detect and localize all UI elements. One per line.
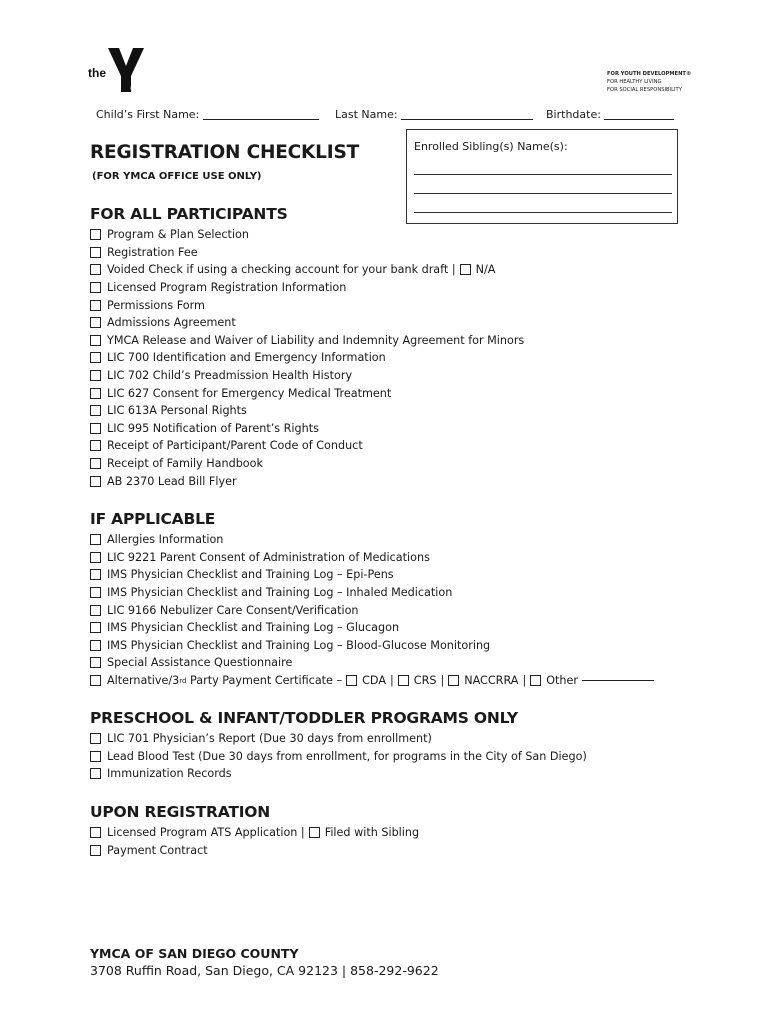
item-label: LIC 700 Identification and Emergency Information: [107, 351, 386, 365]
item-label: IMS Physician Checklist and Training Log – Epi-Pens: [107, 568, 394, 582]
checkbox[interactable]: [90, 569, 101, 580]
checkbox[interactable]: [90, 317, 101, 328]
section-if-applicable: [90, 510, 690, 689]
checkbox[interactable]: [90, 458, 101, 469]
item-label: IMS Physician Checklist and Training Log – Inhaled Medication: [107, 586, 453, 600]
checkbox[interactable]: [90, 605, 101, 616]
item-label: Receipt of Participant/Parent Code of Conduct: [107, 439, 363, 453]
checklist-item: [90, 531, 690, 549]
logo-word: the: [88, 66, 106, 80]
payment-sup: rd: [179, 676, 187, 685]
last-name-label: Last Name:: [335, 108, 398, 121]
item-label: LIC 9221 Parent Consent of Administration of Medications: [107, 550, 430, 564]
item-label: LIC 702 Child’s Preadmission Health History: [107, 369, 353, 383]
item-label: LIC 627 Consent for Emergency Medical Treatment: [107, 386, 392, 400]
page-title: REGISTRATION CHECKLIST: [90, 142, 359, 163]
checkbox[interactable]: [90, 423, 101, 434]
naccrra-label: NACCRRA: [464, 674, 519, 688]
checklist-item: [90, 420, 690, 438]
checkbox[interactable]: [90, 751, 101, 762]
item-label: Permissions Form: [107, 298, 205, 312]
section-heading: FOR ALL PARTICIPANTS: [90, 205, 288, 223]
section-heading: PRESCHOOL & INFANT/TODDLER PROGRAMS ONLY: [90, 709, 518, 727]
na-checkbox[interactable]: [460, 264, 471, 275]
item-label: Registration Fee: [107, 245, 198, 259]
checklist-item: [90, 402, 690, 420]
checklist-item: [90, 244, 690, 262]
checklist-item: [90, 279, 690, 297]
checkbox[interactable]: [90, 675, 101, 686]
footer: [90, 946, 439, 978]
checkbox[interactable]: [90, 640, 101, 651]
checkbox[interactable]: [90, 552, 101, 563]
birthdate-line[interactable]: [604, 119, 674, 120]
birthdate-field[interactable]: [546, 108, 674, 121]
checkbox[interactable]: [90, 622, 101, 633]
birthdate-label: Birthdate:: [546, 108, 601, 121]
checklist-item: [90, 654, 690, 672]
item-label: LIC 613A Personal Rights: [107, 404, 247, 418]
item-label: IMS Physician Checklist and Training Log – Glucagon: [107, 621, 400, 635]
checkbox[interactable]: [90, 534, 101, 545]
checkbox[interactable]: [90, 476, 101, 487]
section-all-participants: [90, 205, 690, 490]
checkbox[interactable]: [90, 388, 101, 399]
checklist-item: [90, 730, 690, 748]
checkbox[interactable]: [90, 300, 101, 311]
item-label: Program & Plan Selection: [107, 228, 249, 242]
first-name-field[interactable]: [96, 108, 319, 121]
checklist-item: [90, 314, 690, 332]
checklist-item: [90, 455, 690, 473]
page-subtitle: (FOR YMCA OFFICE USE ONLY): [92, 171, 262, 182]
item-label: Special Assistance Questionnaire: [107, 656, 293, 670]
checkbox[interactable]: [90, 768, 101, 779]
checklist-item: [90, 637, 690, 655]
other-blank-line[interactable]: [582, 680, 654, 681]
checklist-item: [90, 748, 690, 766]
item-label: YMCA Release and Waiver of Liability and Indemnity Agreement for Minors: [107, 333, 525, 347]
crs-label: CRS: [413, 674, 437, 688]
sibling-line[interactable]: [414, 174, 672, 175]
item-label: IMS Physician Checklist and Training Log – Blood-Glucose Monitoring: [107, 638, 491, 652]
checkbox[interactable]: [90, 733, 101, 744]
checkbox[interactable]: [90, 247, 101, 258]
section-preschool: [90, 709, 690, 783]
checklist-item: [90, 566, 690, 584]
last-name-field[interactable]: [335, 108, 533, 121]
checklist-item: [90, 549, 690, 567]
section-upon-registration: [90, 803, 690, 859]
checklist-item: [90, 384, 690, 402]
item-label: Licensed Program ATS Application |: [107, 826, 305, 840]
item-label: Immunization Records: [107, 767, 232, 781]
cda-label: CDA: [362, 674, 386, 688]
first-name-label: Child’s First Name:: [96, 108, 200, 121]
checklist-item: [90, 349, 690, 367]
sibling-line[interactable]: [414, 193, 672, 194]
item-label: AB 2370 Lead Bill Flyer: [107, 474, 237, 488]
checklist-item: [90, 842, 690, 860]
last-name-line[interactable]: [401, 119, 533, 120]
checkbox[interactable]: [90, 657, 101, 668]
checklist-item: [90, 601, 690, 619]
checkbox[interactable]: [90, 264, 101, 275]
payment-prefix: Alternative/3: [107, 674, 180, 688]
item-label: LIC 701 Physician’s Report (Due 30 days from enrollment): [107, 732, 432, 746]
checklist-item: [90, 765, 690, 783]
checklist-item: [90, 226, 690, 244]
na-label: N/A: [475, 263, 496, 277]
logo-side-text: YMCA: [129, 79, 137, 91]
item-label: Voided Check if using a checking account for your bank draft |: [107, 263, 456, 277]
other-checkbox[interactable]: [530, 675, 541, 686]
checklist-item: [90, 472, 690, 490]
other-label: Other: [546, 674, 578, 688]
checklist-item: [90, 332, 690, 350]
sibling-checkbox[interactable]: [309, 827, 320, 838]
item-label: Licensed Program Registration Information: [107, 281, 347, 295]
checklist-item: [90, 437, 690, 455]
sibling-label: Enrolled Sibling(s) Name(s):: [414, 140, 568, 153]
checkbox[interactable]: [90, 370, 101, 381]
checkbox[interactable]: [90, 845, 101, 856]
checklist-item: [90, 296, 690, 314]
item-label: Admissions Agreement: [107, 316, 236, 330]
item-label: LIC 995 Notification of Parent’s Rights: [107, 421, 319, 435]
checklist-item: [90, 584, 690, 602]
checkbox[interactable]: [90, 827, 101, 838]
tagline-line: FOR HEALTHY LIVING: [607, 79, 662, 85]
footer-org: YMCA OF SAN DIEGO COUNTY: [90, 946, 299, 961]
checkbox[interactable]: [90, 440, 101, 451]
checklist-item: [90, 824, 690, 842]
checklist-item: [90, 261, 690, 279]
footer-address: 3708 Ruffin Road, San Diego, CA 92123 | 858-292-9622: [90, 963, 439, 978]
tagline-line: FOR YOUTH DEVELOPMENT®: [607, 71, 692, 77]
section-heading: UPON REGISTRATION: [90, 803, 271, 821]
checkbox[interactable]: [90, 229, 101, 240]
item-label: Payment Contract: [107, 843, 208, 857]
crs-checkbox[interactable]: [398, 675, 409, 686]
checkbox[interactable]: [90, 282, 101, 293]
ymca-logo: [88, 46, 150, 94]
item-label: LIC 9166 Nebulizer Care Consent/Verification: [107, 603, 359, 617]
naccrra-checkbox[interactable]: [448, 675, 459, 686]
tagline-line: FOR SOCIAL RESPONSIBILITY: [607, 87, 682, 93]
item-label: Receipt of Family Handbook: [107, 457, 263, 471]
checkbox[interactable]: [90, 587, 101, 598]
checklist-item: [90, 619, 690, 637]
checklist-item: [90, 367, 690, 385]
sibling-filed-label: Filed with Sibling: [324, 826, 420, 840]
cda-checkbox[interactable]: [346, 675, 357, 686]
item-label: Lead Blood Test (Due 30 days from enrollment, for programs in the City of San Diego): [107, 749, 587, 763]
payment-suffix: Party Payment Certificate –: [190, 674, 343, 688]
item-label: Allergies Information: [107, 533, 224, 547]
tagline: [607, 70, 691, 94]
payment-certificate-item: Alternative/3 rd Party Payment Certificate – CDA | CRS | NACCRRA | Other: [90, 672, 690, 690]
section-heading: IF APPLICABLE: [90, 510, 216, 528]
ymca-logo-icon: [88, 46, 150, 94]
checkbox[interactable]: [90, 405, 101, 416]
first-name-line[interactable]: [203, 119, 319, 120]
checkbox[interactable]: [90, 352, 101, 363]
checkbox[interactable]: [90, 335, 101, 346]
